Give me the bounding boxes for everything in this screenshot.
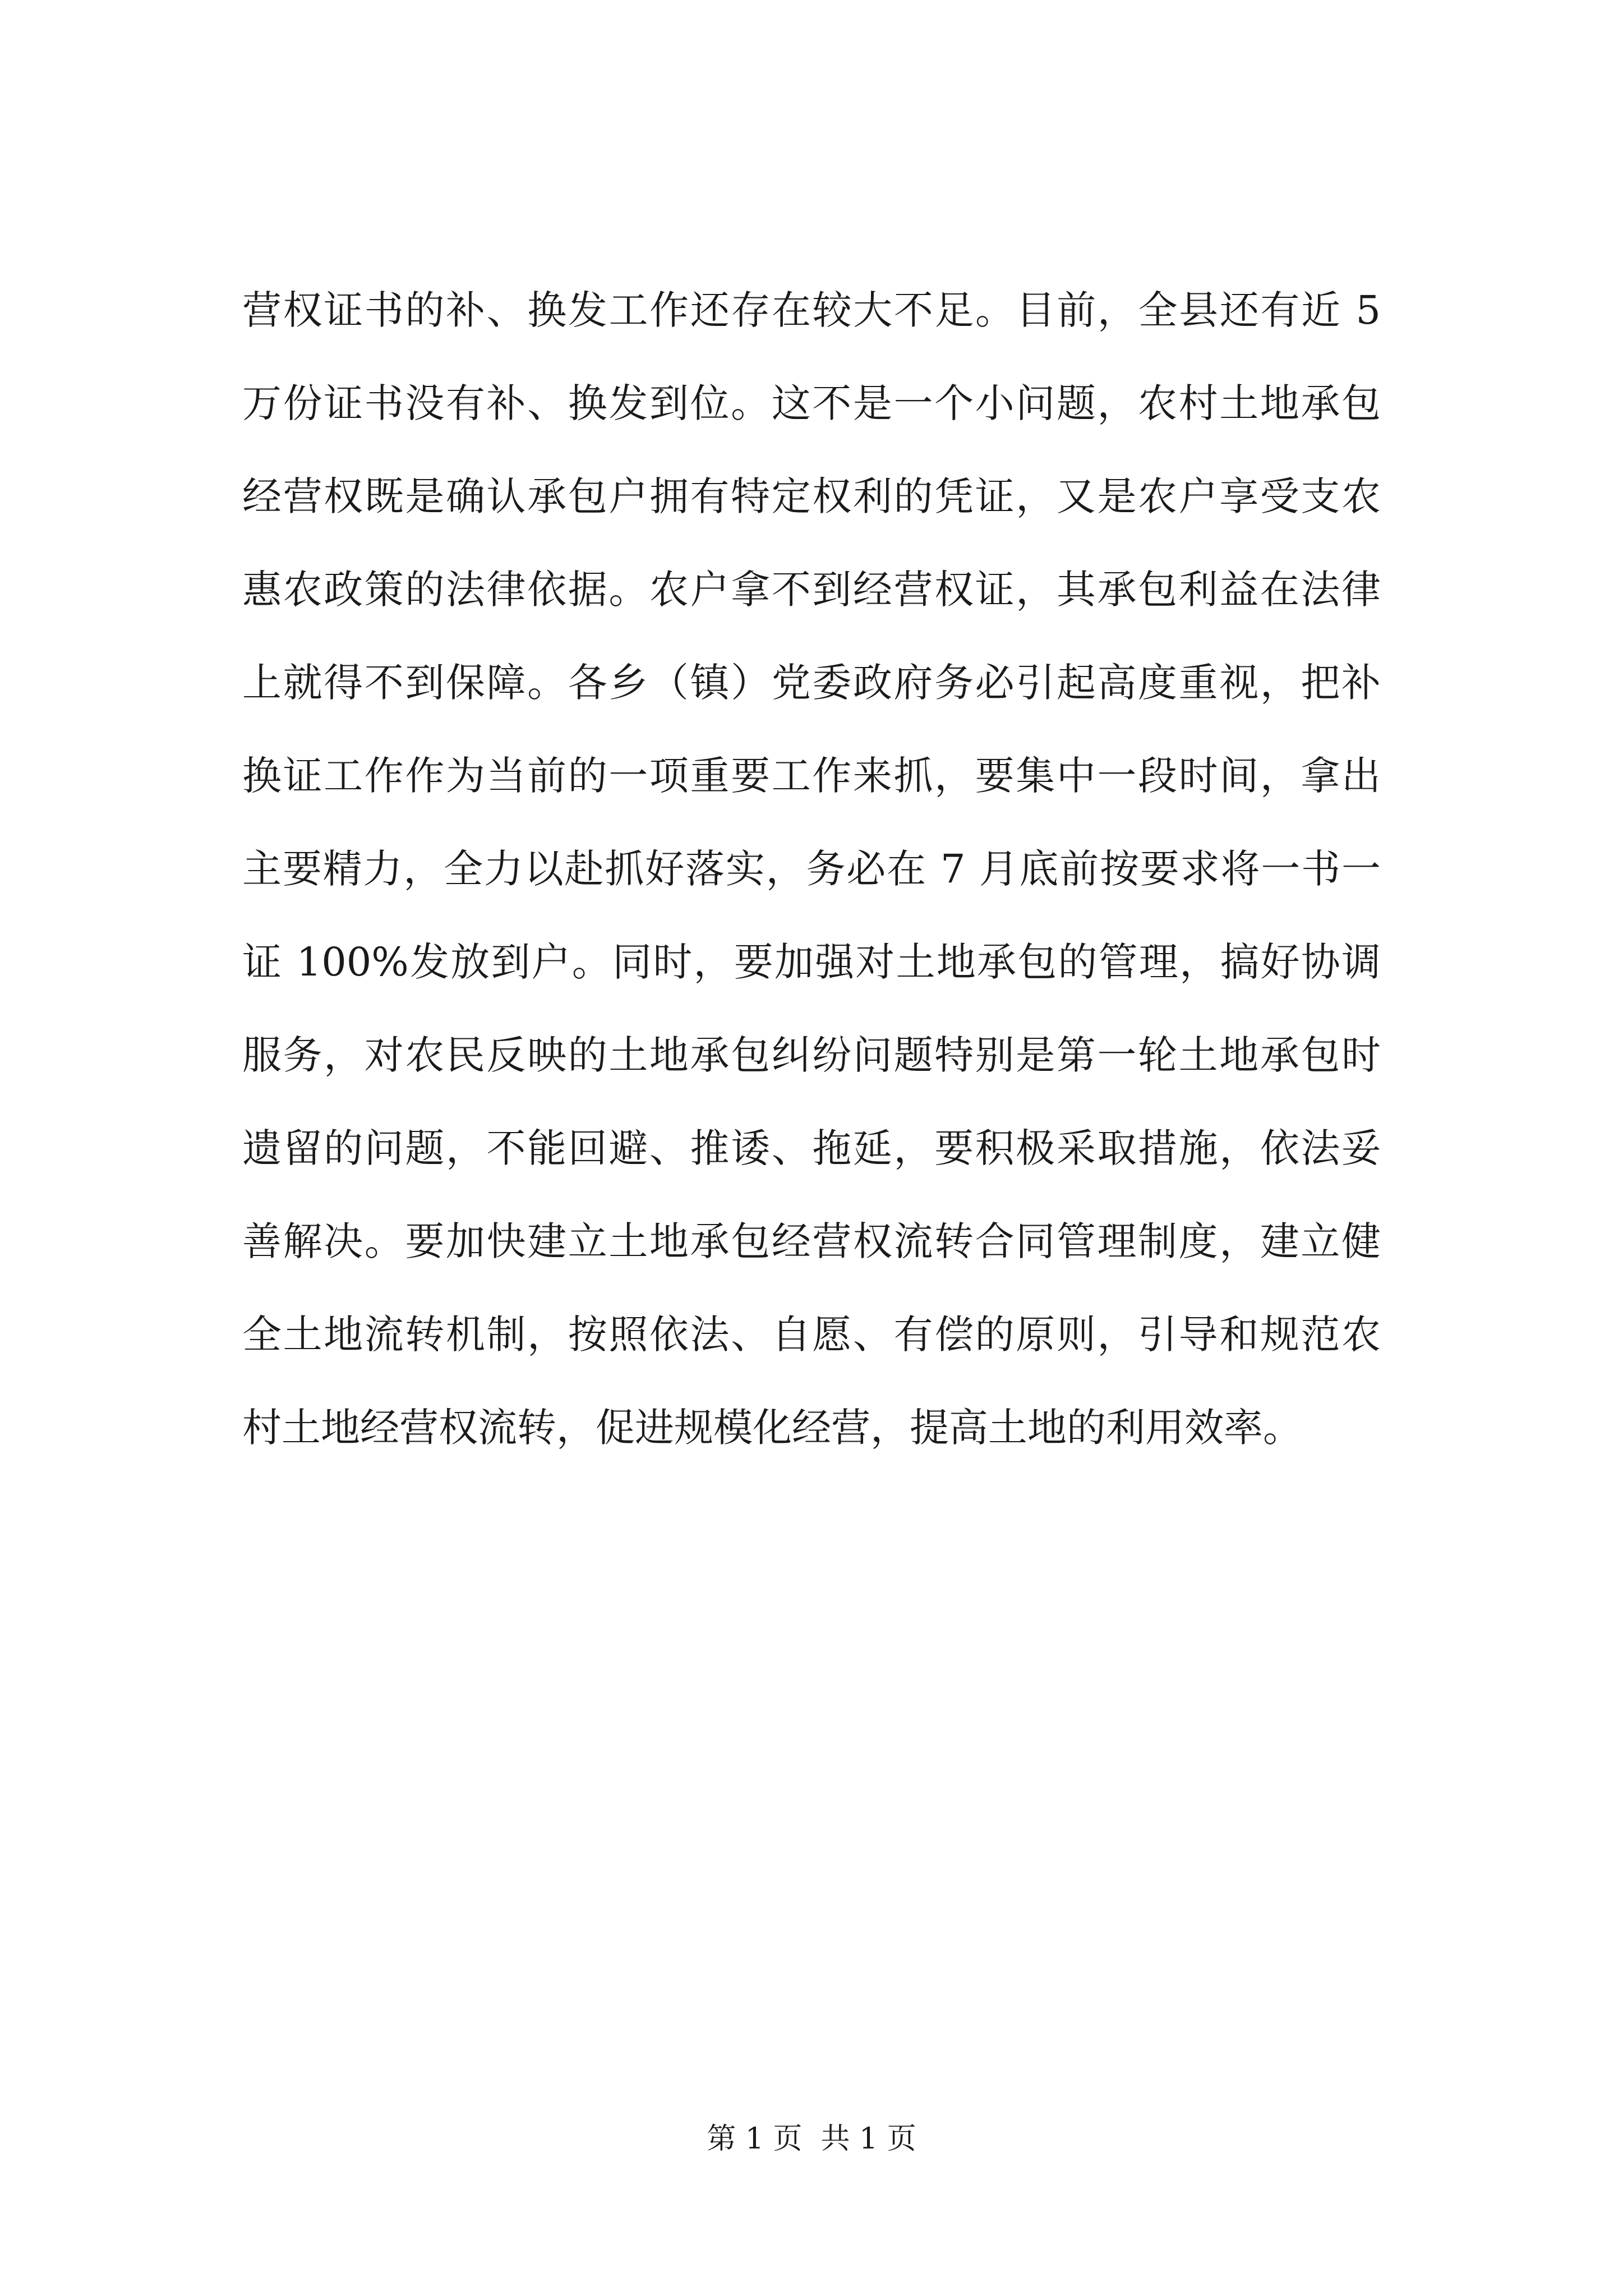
- text-line: 主要精力，全力以赴抓好落实，务必在 7 月底前按要求将一书一: [242, 846, 1381, 892]
- text-line: 全土地流转机制，按照依法、自愿、有偿的原则，引导和规范农: [242, 1312, 1381, 1358]
- text-line: 村土地经营权流转，促进规模化经营，提高土地的利用效率。: [242, 1405, 1302, 1451]
- text-line: 换证工作作为当前的一项重要工作来抓，要集中一段时间，拿出: [242, 753, 1381, 799]
- text-line: 善解决。要加快建立土地承包经营权流转合同管理制度，建立健: [242, 1218, 1381, 1264]
- text-line: 惠农政策的法律依据。农户拿不到经营权证，其承包利益在法律: [242, 567, 1381, 613]
- text-line: 遗留的问题，不能回避、推诿、拖延，要积极采取措施，依法妥: [242, 1125, 1381, 1171]
- text-line: 证 100%发放到户。同时，要加强对土地承包的管理，搞好协调: [242, 939, 1381, 985]
- text-line: 营权证书的补、换发工作还存在较大不足。目前，全县还有近 5: [242, 287, 1381, 333]
- text-line: 万份证书没有补、换发到位。这不是一个小问题，农村土地承包: [242, 380, 1381, 426]
- page-number-footer: 第 1 页 共 1 页: [707, 2122, 916, 2156]
- body-paragraph: [242, 264, 1381, 1474]
- text-line: 服务，对农民反映的土地承包纠纷问题特别是第一轮土地承包时: [242, 1032, 1381, 1078]
- text-line: 经营权既是确认承包户拥有特定权利的凭证，又是农户享受支农: [242, 473, 1381, 519]
- text-line: 上就得不到保障。各乡（镇）党委政府务必引起高度重视，把补: [242, 660, 1381, 706]
